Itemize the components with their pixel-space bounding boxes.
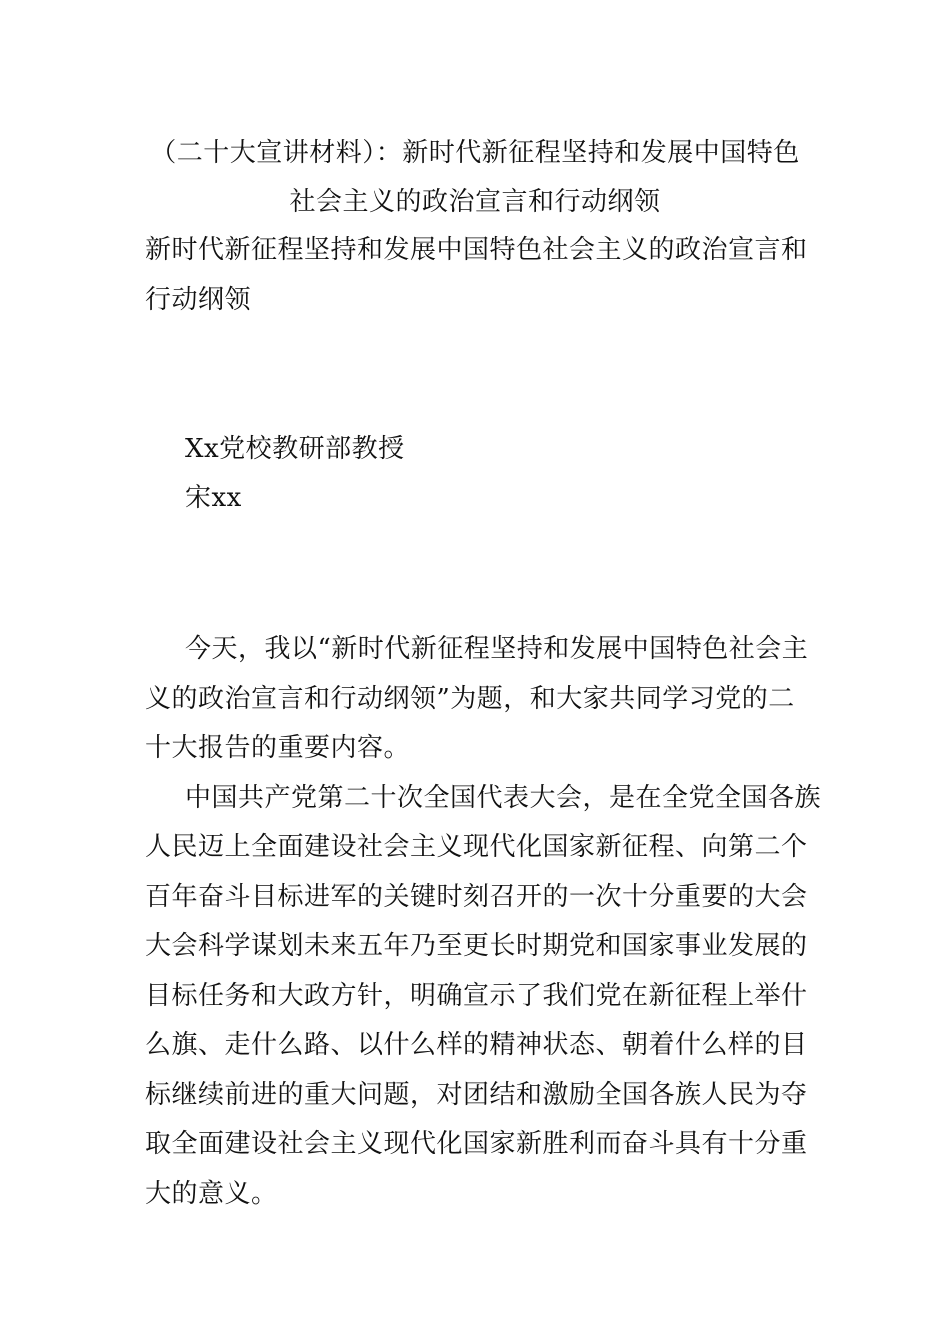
paragraph-2-line-6: 么旗、走什么路、以什么样的精神状态、朝着什么样的目 xyxy=(145,1030,808,1060)
paragraph-2-line-9: 大的意义。 xyxy=(145,1179,278,1209)
paragraph-2-line-2: 人民迈上全面建设社会主义现代化国家新征程、向第二个 xyxy=(145,832,808,862)
paragraph-1-line-1: 今天，我以“新时代新征程坚持和发展中国特色社会主 xyxy=(185,634,809,664)
author-affiliation: Xx党校教研部教授 xyxy=(185,434,405,464)
paragraph-2-line-1: 中国共产党第二十次全国代表大会，是在全党全国各族 xyxy=(185,783,822,813)
paragraph-2-line-4: 大会科学谋划未来五年乃至更长时期党和国家事业发展的 xyxy=(145,931,808,961)
document-title-line-1: （二十大宣讲材料）：新时代新征程坚持和发展中国特色 xyxy=(150,138,800,168)
document-title-line-2: 社会主义的政治宣言和行动纲领 xyxy=(289,187,661,217)
author-name: 宋xx xyxy=(185,483,242,513)
document-subtitle-line-1: 新时代新征程坚持和发展中国特色社会主义的政治宣言和 xyxy=(145,235,808,265)
document-subtitle-line-2: 行动纲领 xyxy=(145,285,252,315)
paragraph-1-line-3: 十大报告的重要内容。 xyxy=(145,733,411,763)
paragraph-2-line-8: 取全面建设社会主义现代化国家新胜利而奋斗具有十分重 xyxy=(145,1129,808,1159)
paragraph-1-line-2: 义的政治宣言和行动纲领”为题，和大家共同学习党的二 xyxy=(145,684,795,714)
paragraph-2-line-7: 标继续前进的重大问题，对团结和激励全国各族人民为夺 xyxy=(145,1080,808,1110)
paragraph-2-line-3: 百年奋斗目标进军的关键时刻召开的一次十分重要的大会 xyxy=(145,882,808,912)
paragraph-2-line-5: 目标任务和大政方针，明确宣示了我们党在新征程上举什 xyxy=(145,981,808,1011)
